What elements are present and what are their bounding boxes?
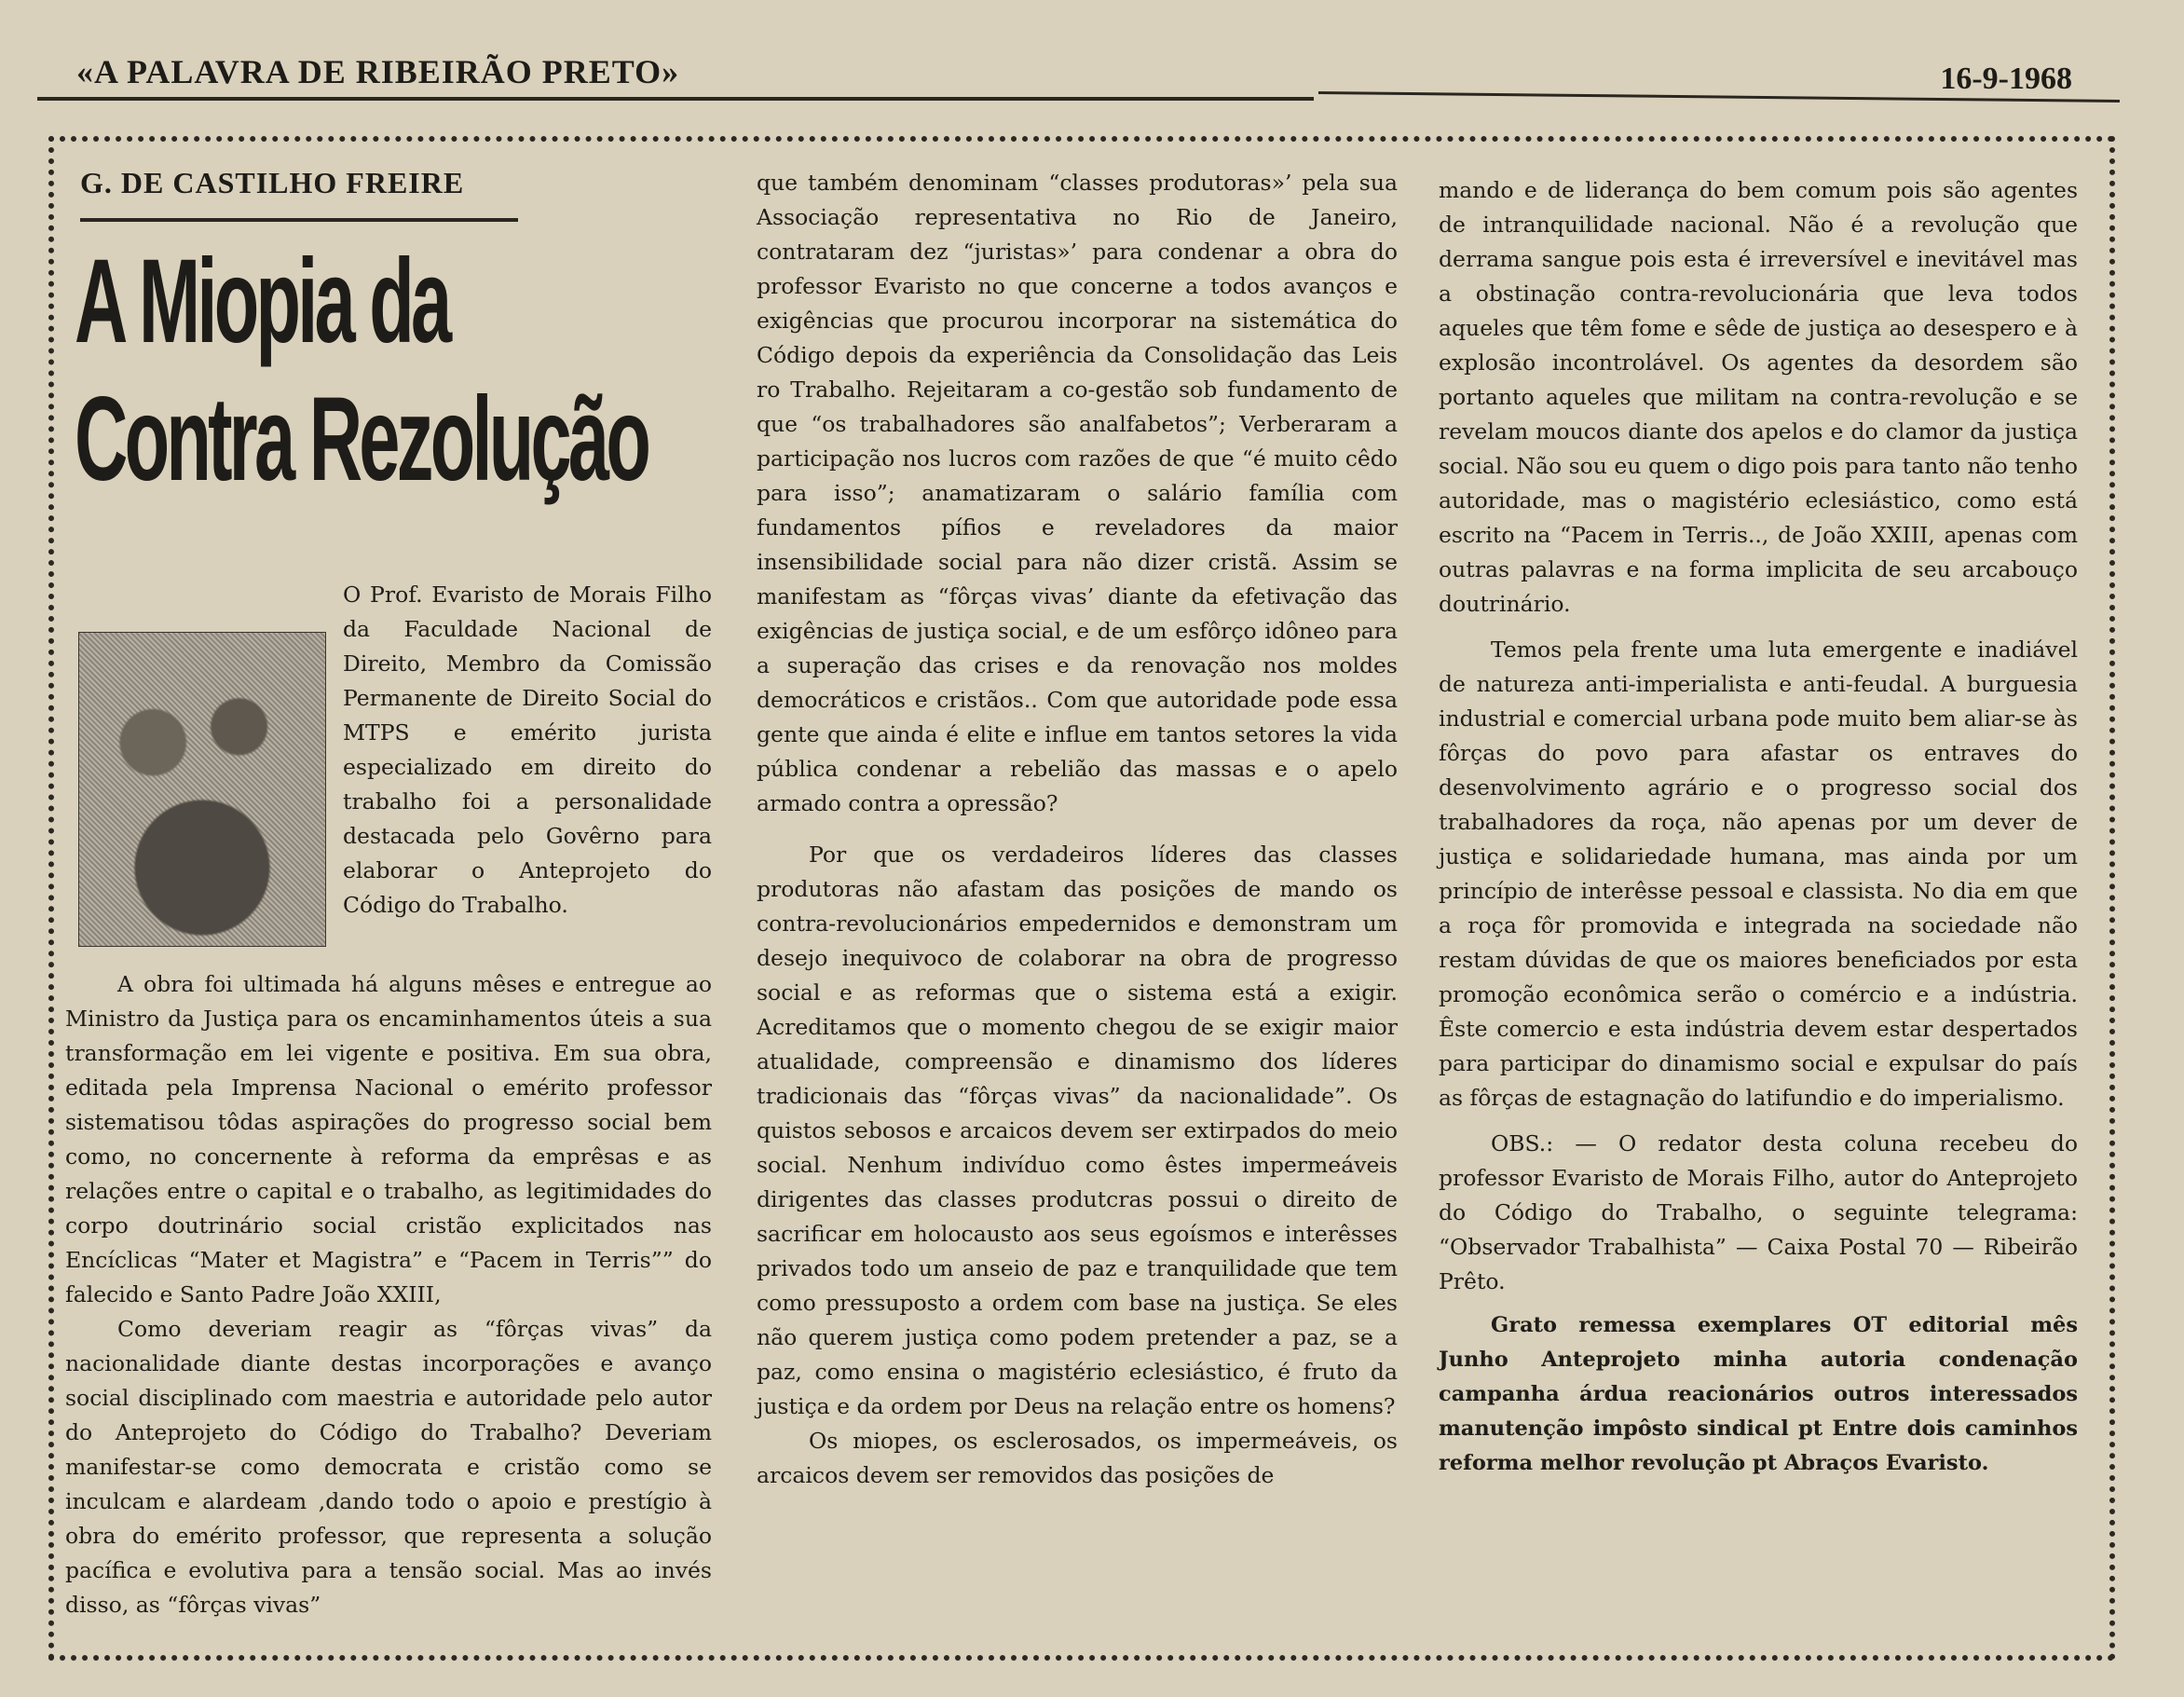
paragraph: A obra foi ultimada há alguns mêses e entregue ao Ministro da Justiça para os encaminhamentos úteis a sua transformação em lei vigente e positiva. Em sua obra, editada pela Imprensa Nacional o emérito professor sistematisou tôdas aspirações do progresso social bem como, no concernente à reforma da emprêsas e as relações entre o capital e o trabalho, as legitimidades do corpo doutrinário social cristão explicitados nas Encíclicas “Mater et Magistra” e “Pacem in Terris”” do falecido e Santo Padre João XXIII, bbox=[65, 971, 712, 1307]
paragraph: Como deveriam reagir as “fôrças vivas” da nacionalidade diante destas incorporações e avanço social disciplinado com maestria e autoridade pelo autor do Anteprojeto do Código do Trabalho? Deveriam manifestar-se como democrata e cristão como se inculcam e alardeam ,dando todo o apoio e prestígio à obra do emérito professor, que representa a solução pacífica e evolutiva para a tensão social. Mas ao invés disso, as “fôrças vivas” bbox=[65, 1316, 712, 1618]
paragraph: mando e de liderança do bem comum pois são agentes de intranquilidade nacional. Não é a revolução que derrama sangue pois esta é irreversível e inevitável mas a obstinação contra-revolucionária que leva todos aqueles que têm fome e sêde de justiça ao desespero e à explosão incontrolável. Os agentes da desordem são portanto aqueles que militam na contra-revolução e se revelam moucos diante dos apelos e do clamor da justiça social. Não sou eu quem o digo pois para tanto não tenho autoridade, mas o magistério eclesiástico, como está escrito na “Pacem in Terris.., de João XXIII, apenas com outras palavras e na forma implicita de seu arcabouço doutrinário. bbox=[1439, 177, 2078, 617]
paragraph: que também denominam “classes produtoras»’ pela sua Associação representativa no Rio de Janeiro, contrataram dez “juristas»’ para condenar a obra do professor Evaristo no que concerne a todos avanços e exigências que procurou incorporar na sistemática do Código depois da experiência da Consolidação das Leis ro Trabalho. Rejeitaram a co-gestão sob fundamento de que “os trabalhadores são analfabetos”; Verberaram a participação nos lucros com razões de que “é muito cêdo para isso”; anamatizaram o salário família com fundamentos pífios e reveladores da maior insensibilidade social para não dizer cristã. Assim se manifestam as “fôrças vivas’ diante da efetivação das exigências de justiça social, e de um esfôrço idôneo para a superação das crises e da renovação nos moldes democráticos e cristãos.. Com que autoridade pode essa gente que ainda é elite e influe em tantos setores la vida pública condenar a rebelião das massas e o apelo armado contra a opressão? bbox=[757, 170, 1398, 816]
headline-line-1: A Miopia da bbox=[75, 235, 449, 368]
headline-line-2: Contra Rezolução bbox=[75, 373, 648, 506]
column-1-intro bbox=[343, 578, 712, 923]
article-headline bbox=[75, 233, 648, 509]
publication-name: «A PALAVRA DE RIBEIRÃO PRETO» bbox=[76, 53, 680, 90]
column-1-body bbox=[65, 967, 712, 1622]
paragraph: Temos pela frente uma luta emergente e inadiável de natureza anti-imperialista e anti-feudal. A burguesia industrial e comercial urbana pode muito bem aliar-se às fôrças do povo para afastar os entraves do desenvolvimento agrário e o progresso social dos trabalhadores da roça, não apenas por um dever de justiça e solidariedade humana, mas ainda por um princípio de interêsse pessoal e classista. No dia em que a roça fôr promovida e integrada na sociedade não restam dúvidas de que os maiores beneficiados por esta promoção econômica serão o comércio e a indústria. Êste comercio e esta indústria devem estar despertados para participar do dinamismo social e expulsar do país as fôrças de estagnação do latifundio e do imperialismo. bbox=[1439, 636, 2078, 1111]
masthead bbox=[37, 52, 2087, 99]
paragraph: Por que os verdadeiros líderes das classes produtoras não afastam das posições de mando os contra-revolucionários empedernidos e demonstram um desejo inequivoco de colaborar na obra de progresso social e as reformas que o sistema está a exigir. Acreditamos que o momento chegou de se exigir maior atualidade, compreensão e dinamismo dos líderes tradicionais das “fôrças vivas” da nacionalidade”. Os quistos sebosos e arcaicos devem ser extirpados do meio social. Nenhum indivíduo como êstes impermeáveis dirigentes das classes produtcras possui o direito de sacrificar em holocausto aos seus egoísmos e interêsses privados todo um anseio de paz e tranquilidade que tem como pressuposto a ordem com base na justiça. Se eles não querem justiça como podem pretender a paz, se a paz, como ensina o magistério eclesiástico, é fruto da justiça e da ordem por Deus na relação entre os homens? bbox=[757, 842, 1398, 1419]
paragraph: Os miopes, os esclerosados, os impermeáveis, os arcaicos devem ser removidos das posições de bbox=[757, 1428, 1398, 1488]
column-2 bbox=[757, 166, 1398, 1493]
column-3 bbox=[1439, 173, 2078, 1481]
paragraph: OBS.: — O redator desta coluna recebeu do professor Evaristo de Morais Filho, autor do Anteprojeto do Código do Trabalho, o seguinte telegrama: “Observador Trabalhista” — Caixa Postal 70 — Ribeirão Prêto. bbox=[1439, 1130, 2078, 1294]
article-byline: G. DE CASTILHO FREIRE bbox=[80, 166, 465, 199]
paragraph: O Prof. Evaristo de Morais Filho da Faculdade Nacional de Direito, Membro da Comissão Permanente de Direito Social do MTPS e emérito jurista especializado em direito do trabalho foi a personalidade destacada pelo Govêrno para elaborar o Anteprojeto do Código do Trabalho. bbox=[343, 582, 712, 918]
paragraph: Grato remessa exemplares OT editorial mês Junho Anteprojeto minha autoria condenação campanha árdua reacionários outros interessados manutenção impôsto sindical pt Entre dois caminhos reforma melhor revolução pt Abraços Evaristo. bbox=[1439, 1313, 2078, 1475]
byline-rule bbox=[80, 218, 518, 222]
author-photo bbox=[78, 632, 326, 947]
telegram-text bbox=[1439, 1308, 2078, 1481]
publication-date: 16-9-1968 bbox=[1940, 62, 2072, 96]
masthead-rule-left bbox=[37, 97, 1314, 101]
